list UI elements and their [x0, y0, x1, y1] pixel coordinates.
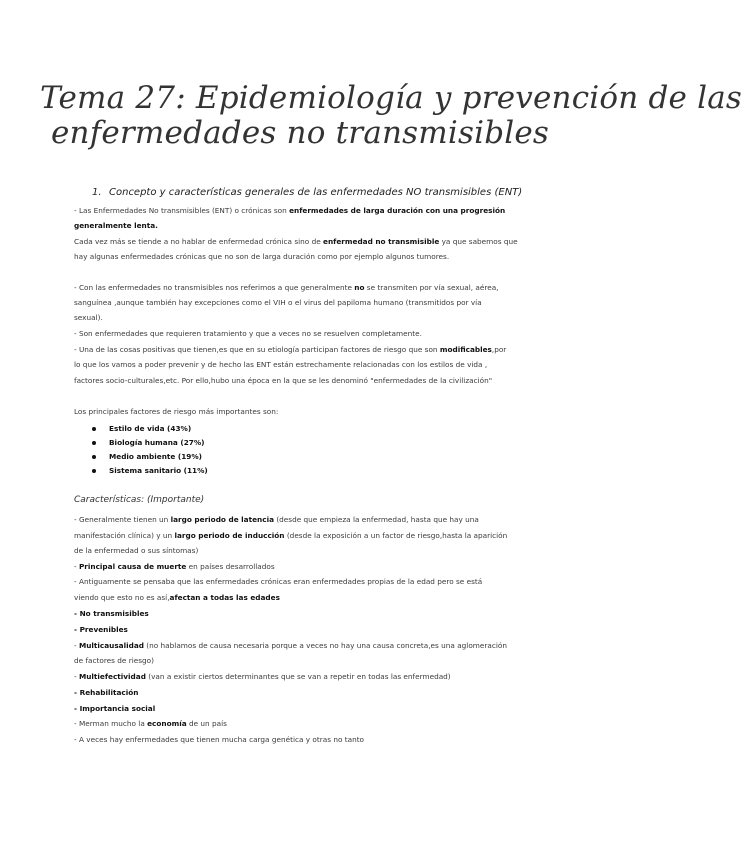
paragraph-line: - Son enfermedades que requieren tratamiento y que a veces no se resuelven completamente.	[74, 329, 422, 338]
list-item-label: Estilo de vida (43%)	[109, 424, 192, 433]
text-span: -	[74, 562, 79, 571]
text-span: - Merman mucho la	[74, 719, 148, 728]
text-span: -	[74, 672, 79, 681]
bold-span: - Rehabilitación	[74, 688, 139, 697]
characteristics-heading: Características: (Importante)	[74, 495, 205, 505]
bold-span: enfermedad no transmisible	[323, 237, 440, 246]
paragraph-line: de la enfermedad o sus síntomas)	[74, 546, 199, 555]
list-item	[92, 436, 208, 450]
bold-span: no	[354, 283, 365, 292]
paragraph-line	[74, 516, 479, 523]
paragraph-line	[74, 626, 128, 633]
paragraph-line: lo que los vamos a poder prevenir y de hecho las ENT están estrechamente relacionadas con los estilos de vida ,	[74, 360, 488, 369]
paragraph-line	[74, 563, 275, 570]
bold-span: Multiefectividad	[78, 672, 146, 681]
paragraph-line	[74, 705, 155, 712]
list-item	[92, 450, 208, 464]
text-span: Cada vez más se tiende a no hablar de enfermedad crónica sino de	[74, 237, 324, 246]
bold-span: generalmente lenta.	[74, 221, 158, 230]
paragraph-line	[74, 222, 158, 229]
paragraph-line	[74, 642, 507, 649]
text-span: ,por	[491, 345, 507, 354]
paragraph-line	[74, 532, 507, 539]
bold-span: largo periodo de latencia	[170, 515, 274, 524]
list-item-label: Sistema sanitario (11%)	[109, 466, 208, 475]
text-span: (desde la exposición a un factor de riesgo,hasta la aparición	[284, 531, 508, 540]
paragraph-line: Los principales factores de riesgo más importantes son:	[74, 407, 279, 416]
bold-span: - Importancia social	[74, 704, 156, 713]
bold-span: - No transmisibles	[74, 609, 149, 618]
text-span: -	[74, 641, 79, 650]
paragraph-line	[74, 346, 506, 353]
text-span: - Una de las cosas positivas que tienen,es que en su etiología participan factores de riesgo que son	[74, 345, 440, 354]
paragraph-line	[74, 207, 505, 214]
list-item	[92, 422, 208, 436]
bold-span: Multicausalidad	[78, 641, 144, 650]
paragraph-line: factores socio-culturales,etc. Por ello,hubo una época en la que se les denominó "enfermedades de la civilización"	[74, 376, 493, 385]
paragraph-line	[74, 594, 280, 601]
text-span: - Generalmente tienen un	[74, 515, 171, 524]
paragraph-line	[74, 238, 518, 245]
text-span: manifestación clínica) y un	[74, 531, 175, 540]
page-title-line-2: enfermedades no transmisibles	[50, 115, 550, 151]
text-span: de un país	[186, 719, 227, 728]
text-span: (van a existir ciertos determinantes que se van a repetir en todas las enfermedad)	[145, 672, 451, 681]
paragraph-line: de factores de riesgo)	[74, 656, 154, 665]
text-span: - Con las enfermedades no transmisibles nos referimos a que generalmente	[74, 283, 355, 292]
text-span: en países desarrollados	[186, 562, 275, 571]
bold-span: Principal causa de muerte	[78, 562, 187, 571]
bullet-icon	[92, 427, 96, 431]
text-span: se transmiten por vía sexual, aérea,	[364, 283, 499, 292]
bold-span: largo periodo de inducción	[174, 531, 285, 540]
page-title-line-1: Tema 27: Epidemiología y prevención de las	[40, 80, 742, 116]
paragraph-line	[74, 284, 498, 291]
section-title: Concepto y características generales de las enfermedades NO transmisibles (ENT)	[109, 187, 523, 198]
paragraph-line	[74, 720, 227, 727]
bullet-icon	[92, 455, 96, 459]
paragraph-line	[74, 673, 451, 680]
list-item	[92, 464, 208, 478]
list-item-label: Medio ambiente (19%)	[109, 452, 202, 461]
bold-span: economía	[147, 719, 187, 728]
text-span: (desde que empieza la enfermedad, hasta que hay una	[274, 515, 479, 524]
text-span: ya que sabemos que	[439, 237, 518, 246]
bold-span: enfermedades de larga duración con una progresión	[289, 206, 506, 215]
text-span: - Las Enfermedades No transmisibles (ENT) o crónicas son	[74, 206, 290, 215]
text-span: viendo que esto no es así,	[74, 593, 170, 602]
bold-span: - Prevenibles	[74, 625, 128, 634]
section-number: 1.	[92, 187, 102, 198]
list-item-label: Biología humana (27%)	[109, 438, 205, 447]
paragraph-line: sexual).	[74, 313, 103, 322]
paragraph-line: sanguínea ,aunque también hay excepciones como el VIH o el virus del papiloma humano (transmitidos por vía	[74, 298, 482, 307]
paragraph-line	[74, 610, 149, 617]
bullet-icon	[92, 469, 96, 473]
paragraph-line: - A veces hay enfermedades que tienen mucha carga genética y otras no tanto	[74, 735, 365, 744]
paragraph-line: - Antiguamente se pensaba que las enfermedades crónicas eran enfermedades propias de la edad pero se está	[74, 577, 483, 586]
section-heading	[92, 187, 522, 198]
text-span: (no hablamos de causa necesaria porque a veces no hay una causa concreta,es una aglomeración	[143, 641, 508, 650]
paragraph-line: hay algunas enfermedades crónicas que no son de larga duración como por ejemplo algunos tumores.	[74, 252, 450, 261]
bold-span: afectan a todas las edades	[169, 593, 280, 602]
bullet-icon	[92, 441, 96, 445]
paragraph-line	[74, 689, 138, 696]
bold-span: modificables	[439, 345, 492, 354]
risk-factor-list	[92, 422, 208, 478]
